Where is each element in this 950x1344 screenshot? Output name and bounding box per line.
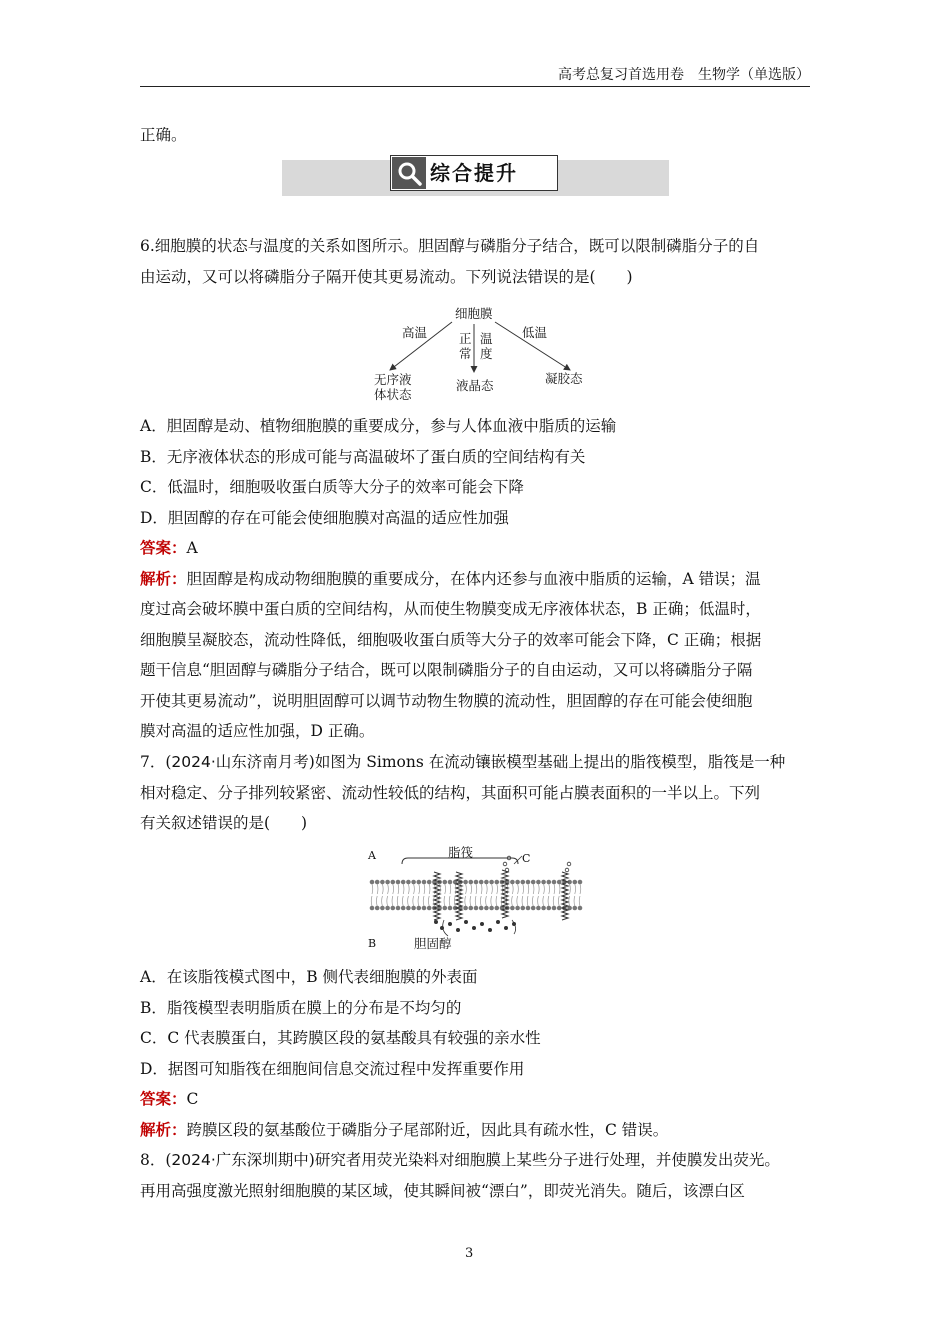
- lipid-head: [484, 880, 489, 885]
- lipid-tail: [382, 884, 384, 906]
- q6-stem-line: 6.细胞膜的状态与温度的关系如图所示。胆固醇与磷脂分子结合，既可以限制磷脂分子的自: [140, 237, 760, 255]
- fig-cholesterol-label: 胆固醇: [414, 936, 452, 951]
- lipid-head: [375, 906, 380, 911]
- lipid-head: [547, 906, 552, 911]
- q6-option-b: B．无序液体状态的形成可能与高温破坏了蛋白质的空间结构有关: [140, 447, 586, 466]
- lipid-head: [417, 880, 422, 885]
- lipid-tail: [548, 884, 550, 906]
- lipid-tail: [449, 884, 451, 906]
- cholesterol-dot: [456, 928, 460, 932]
- cholesterol-dot: [496, 920, 500, 924]
- lipid-head: [552, 906, 557, 911]
- lipid-head: [495, 906, 500, 911]
- lipid-tail: [470, 884, 472, 906]
- fig-gel-label: 凝胶态: [545, 371, 583, 386]
- lipid-tail: [553, 884, 555, 906]
- lipid-tail: [413, 884, 415, 906]
- page-number: 3: [465, 1246, 474, 1261]
- fig-low-temp-label: 低温: [522, 325, 548, 340]
- lipid-tail: [408, 884, 410, 906]
- lipid-head: [443, 880, 448, 885]
- lipid-head: [401, 880, 406, 885]
- lipid-head: [469, 880, 474, 885]
- cholesterol-dot: [504, 926, 508, 930]
- q8-source: 2024·广东深圳期中: [171, 1151, 309, 1169]
- lipid-tail: [522, 884, 524, 906]
- lipid-head: [422, 906, 427, 911]
- lipid-tail: [475, 884, 477, 906]
- q6-figure: [360, 302, 610, 407]
- lipid-head: [531, 906, 536, 911]
- q6-stem: [140, 231, 812, 292]
- lipid-head: [463, 880, 468, 885]
- lipid-head: [411, 906, 416, 911]
- lipid-tail: [517, 884, 519, 906]
- lipid-head: [406, 880, 411, 885]
- lipid-head: [391, 906, 396, 911]
- lipid-head: [541, 880, 546, 885]
- section-title: 综合提升: [430, 161, 518, 185]
- fig-raft-label: 脂筏: [448, 845, 474, 860]
- lipid-tail: [532, 884, 534, 906]
- q8-stem-line: 8．(2024·广东深圳期中)研究者用荧光染料对细胞膜上某些分子进行处理，并使膜发出荧光。: [140, 1151, 780, 1169]
- q8-stem-line: 再用高强度激光照射细胞膜的某区域，使其瞬间被“漂白”，即荧光消失。随后，该漂白区: [140, 1181, 745, 1200]
- lipid-head: [526, 906, 531, 911]
- q7-options: [140, 962, 812, 1145]
- q6-option-c: C．低温时，细胞吸收蛋白质等大分子的效率可能会下降: [140, 478, 524, 496]
- lipid-tail: [538, 884, 540, 906]
- lipid-head: [370, 880, 375, 885]
- q6-analysis-line: 膜对高温的适应性加强，D 正确。: [140, 722, 375, 740]
- q7-stem-line: 相对稳定、分子排列较紧密、流动性较低的结构，其面积可能占膜表面积的一半以上。下列: [140, 783, 761, 802]
- cholesterol-dot: [464, 920, 468, 924]
- lipid-head: [422, 880, 427, 885]
- intro-text: 正确。: [140, 126, 187, 144]
- lipid-head: [448, 906, 453, 911]
- lipid-head: [396, 906, 401, 911]
- q6-option-d: D．胆固醇的存在可能会使细胞膜对高温的适应性加强: [140, 508, 509, 527]
- lipid-head: [401, 906, 406, 911]
- lipid-tail: [444, 884, 446, 906]
- magnifier-icon: [392, 157, 426, 189]
- lipid-tail: [418, 884, 420, 906]
- lipid-head: [385, 906, 390, 911]
- lipid-head: [510, 880, 515, 885]
- lipid-head: [370, 906, 375, 911]
- q6-stem-line: 由运动，又可以将磷脂分子隔开使其更易流动。下列说法错误的是( ): [140, 267, 633, 286]
- lipid-head: [557, 880, 562, 885]
- cholesterol-dot: [434, 920, 438, 924]
- q7-option-a: A．在该脂筏模式图中，B 侧代表细胞膜的外表面: [140, 968, 478, 986]
- lipid-head: [448, 880, 453, 885]
- fig-liquid-crystal-label: 液晶态: [456, 378, 494, 393]
- lipid-head: [521, 880, 526, 885]
- lipid-tail: [558, 884, 560, 906]
- lipid-head: [531, 880, 536, 885]
- cholesterol-dot: [488, 928, 492, 932]
- lipid-head: [510, 906, 515, 911]
- lipid-head: [469, 906, 474, 911]
- protein-helix: [502, 870, 508, 918]
- glycan-bead: [565, 868, 569, 872]
- lipid-head: [573, 906, 578, 911]
- fig-top-label: 细胞膜: [455, 306, 493, 321]
- lipid-tail: [371, 884, 373, 906]
- lipid-head: [515, 880, 520, 885]
- q7-analysis-line: 解析：跨膜区段的氨基酸位于磷脂分子尾部附近，因此具有疏水性，C 错误。: [140, 1119, 669, 1139]
- lipid-head: [489, 880, 494, 885]
- lipid-tail: [397, 884, 399, 906]
- lipid-tail: [465, 884, 467, 906]
- protein-helix: [562, 872, 568, 920]
- cholesterol-dot: [448, 922, 452, 926]
- lipid-head: [521, 906, 526, 911]
- fig-disordered-label-2: 体状态: [374, 387, 412, 402]
- lipid-head: [375, 880, 380, 885]
- q7-stem: [140, 747, 812, 839]
- lipid-head: [578, 906, 583, 911]
- q6-analysis-line: 解析：胆固醇是构成动物细胞膜的重要成分，在体内还参与血液中脂质的运输，A 错误；温: [140, 568, 761, 588]
- lipid-tail: [428, 884, 430, 906]
- lipid-head: [573, 880, 578, 885]
- fig-disordered-label-1: 无序液: [374, 372, 412, 387]
- q6-analysis-line: 开使其更易流动”，说明胆固醇可以调节动物生物膜的流动性，胆固醇的存在可能会使细胞: [140, 691, 753, 710]
- running-header: [140, 66, 810, 87]
- lipid-head: [552, 880, 557, 885]
- lipid-tail: [402, 884, 404, 906]
- lipid-head: [417, 906, 422, 911]
- lipid-head: [536, 906, 541, 911]
- q7-source: 2024·山东济南月考: [171, 753, 309, 771]
- q7-stem-line: 有关叙述错误的是( ): [140, 814, 308, 832]
- lipid-head: [380, 906, 385, 911]
- cholesterol-dot: [472, 926, 476, 930]
- lipid-tail: [387, 884, 389, 906]
- lipid-tail: [454, 884, 456, 906]
- lipid-head: [385, 880, 390, 885]
- q6-analysis-line: 细胞膜呈凝胶态，流动性降低，细胞吸收蛋白质等大分子的效率可能会下降，C 正确；根据: [140, 630, 762, 649]
- phospholipid-bilayer: [370, 880, 583, 911]
- fig-protein-c-label: C: [522, 852, 531, 865]
- protein-helix: [434, 872, 440, 920]
- lipid-raft-diagram: [362, 842, 592, 954]
- lipid-tail: [579, 884, 581, 906]
- q7-option-c: C．C 代表膜蛋白，其跨膜区段的氨基酸具有较强的亲水性: [140, 1029, 541, 1047]
- q7-stem-line: 7．(2024·山东济南月考)如图为 Simons 在流动镶嵌模型基础上提出的脂筏模型，脂筏是一种: [140, 753, 786, 771]
- lipid-head: [495, 880, 500, 885]
- fig-high-temp-label: 高温: [402, 325, 428, 340]
- lipid-tail: [491, 884, 493, 906]
- q6-options: [140, 411, 812, 747]
- lipid-head: [380, 880, 385, 885]
- q6-option-a: A．胆固醇是动、植物细胞膜的重要成分，参与人体血液中脂质的运输: [140, 417, 617, 435]
- lipid-head: [427, 880, 432, 885]
- header-text: 高考总复习首选用卷 生物学（单选版）: [558, 67, 810, 83]
- lipid-head: [526, 880, 531, 885]
- lipid-head: [547, 880, 552, 885]
- lipid-tail: [512, 884, 514, 906]
- lipid-tail: [543, 884, 545, 906]
- lipid-tail: [423, 884, 425, 906]
- glycan-bead: [567, 862, 571, 866]
- lipid-head: [484, 906, 489, 911]
- fig-normal-label: 正常: [459, 331, 472, 361]
- protein-helix: [456, 872, 462, 920]
- lipid-head: [578, 880, 583, 885]
- lipid-head: [396, 880, 401, 885]
- lipid-tail: [486, 884, 488, 906]
- lipid-head: [427, 906, 432, 911]
- lipid-head: [479, 880, 484, 885]
- q6-analysis-line: 题干信息“胆固醇与磷脂分子结合，既可以限制磷脂分子的自由运动，又可以将磷脂分子隔: [140, 661, 753, 679]
- lipid-tail: [527, 884, 529, 906]
- q7-option-d: D．据图可知脂筏在细胞间信息交流过程中发挥重要作用: [140, 1059, 525, 1078]
- q6-analysis-line: 度过高会破坏膜中蛋白质的空间结构，从而使生物膜变成无序液体状态，B 正确；低温时，: [140, 600, 761, 618]
- lipid-head: [536, 880, 541, 885]
- lipid-head: [474, 880, 479, 885]
- lipid-head: [391, 880, 396, 885]
- q7-answer: 答案：C: [140, 1089, 199, 1108]
- lipid-tail: [574, 884, 576, 906]
- cholesterol-dot: [480, 922, 484, 926]
- lipid-head: [411, 880, 416, 885]
- lipid-tail: [569, 884, 571, 906]
- lipid-head: [474, 906, 479, 911]
- glycan-bead: [503, 862, 507, 866]
- q8-stem: [140, 1145, 812, 1206]
- lipid-head: [406, 906, 411, 911]
- lipid-head: [479, 906, 484, 911]
- lipid-head: [541, 906, 546, 911]
- q7-figure: [362, 842, 592, 954]
- lipid-tail: [376, 884, 378, 906]
- lipid-head: [463, 906, 468, 911]
- cholesterol-chain: [512, 920, 516, 934]
- lipid-tail: [392, 884, 394, 906]
- lipid-head: [489, 906, 494, 911]
- fig-temp-label: 温度: [480, 331, 493, 361]
- lipid-head: [515, 906, 520, 911]
- q6-answer: 答案：A: [140, 538, 198, 557]
- fig-side-a-label: A: [368, 849, 376, 862]
- fig-side-b-label: B: [368, 937, 377, 950]
- lipid-tail: [496, 884, 498, 906]
- lipid-tail: [480, 884, 482, 906]
- q7-option-b: B．脂筏模型表明脂质在膜上的分布是不均匀的: [140, 998, 462, 1017]
- lipid-head: [443, 906, 448, 911]
